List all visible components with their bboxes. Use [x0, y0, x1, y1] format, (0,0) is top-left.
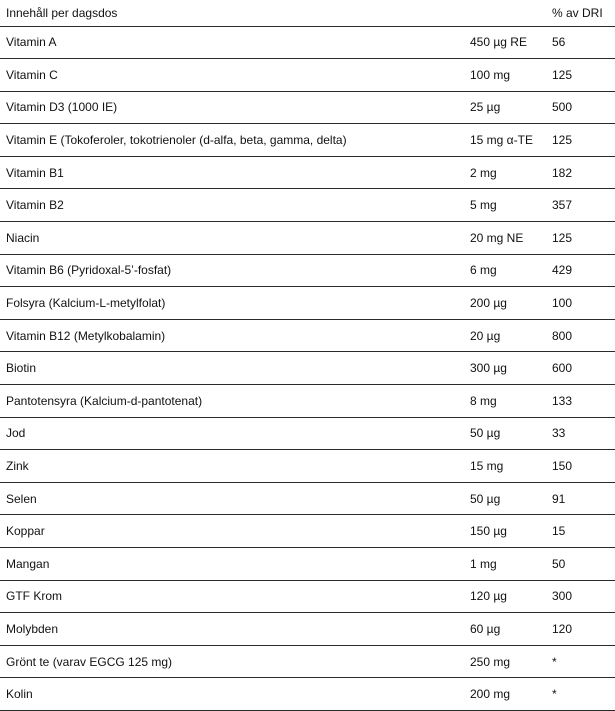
ingredient-cell: Kolin	[0, 678, 466, 711]
dri-cell: 56	[546, 26, 615, 59]
table-row	[0, 222, 615, 255]
dri-cell: 182	[546, 156, 615, 189]
ingredient-cell: Vitamin A	[0, 26, 466, 59]
table-row	[0, 352, 615, 385]
dri-cell: 300	[546, 580, 615, 613]
header-amount	[466, 0, 546, 26]
dri-cell: *	[546, 645, 615, 678]
dri-cell: 357	[546, 189, 615, 222]
header-ingredient: Innehåll per dagsdos	[0, 0, 466, 26]
amount-cell: 15 mg	[466, 450, 546, 483]
table-row	[0, 59, 615, 92]
dri-cell: 150	[546, 450, 615, 483]
amount-cell: 2 mg	[466, 156, 546, 189]
amount-cell: 20 µg	[466, 319, 546, 352]
ingredient-cell: Koppar	[0, 515, 466, 548]
ingredient-cell: Vitamin B1	[0, 156, 466, 189]
amount-cell: 200 µg	[466, 287, 546, 320]
dri-cell: 91	[546, 482, 615, 515]
table-row	[0, 515, 615, 548]
table-row	[0, 124, 615, 157]
amount-cell: 50 µg	[466, 482, 546, 515]
amount-cell: 8 mg	[466, 385, 546, 418]
table-row	[0, 319, 615, 352]
ingredient-cell: Vitamin B2	[0, 189, 466, 222]
ingredient-cell: Grönt te (varav EGCG 125 mg)	[0, 645, 466, 678]
amount-cell: 300 µg	[466, 352, 546, 385]
table-row	[0, 189, 615, 222]
ingredient-cell: Niacin	[0, 222, 466, 255]
table-row	[0, 613, 615, 646]
amount-cell: 50 µg	[466, 417, 546, 450]
ingredient-cell: Vitamin D3 (1000 IE)	[0, 91, 466, 124]
dri-cell: 50	[546, 548, 615, 581]
amount-cell: 1 mg	[466, 548, 546, 581]
amount-cell: 60 µg	[466, 613, 546, 646]
ingredient-cell: Selen	[0, 482, 466, 515]
ingredient-cell: Vitamin C	[0, 59, 466, 92]
table-row	[0, 254, 615, 287]
dri-cell: 500	[546, 91, 615, 124]
dri-cell: 125	[546, 59, 615, 92]
dri-cell: 33	[546, 417, 615, 450]
header-row	[0, 0, 615, 26]
dri-cell: 600	[546, 352, 615, 385]
ingredient-cell: Pantotensyra (Kalcium-d-pantotenat)	[0, 385, 466, 418]
amount-cell: 100 mg	[466, 59, 546, 92]
ingredient-cell: Vitamin B6 (Pyridoxal-5’-fosfat)	[0, 254, 466, 287]
amount-cell: 200 mg	[466, 678, 546, 711]
table-row	[0, 417, 615, 450]
dri-cell: 800	[546, 319, 615, 352]
dri-cell: 125	[546, 124, 615, 157]
table-row	[0, 26, 615, 59]
ingredient-cell: Biotin	[0, 352, 466, 385]
table-row	[0, 385, 615, 418]
ingredient-cell: Zink	[0, 450, 466, 483]
table-row	[0, 450, 615, 483]
amount-cell: 15 mg α-TE	[466, 124, 546, 157]
amount-cell: 25 µg	[466, 91, 546, 124]
dri-cell: 429	[546, 254, 615, 287]
header-dri: % av DRI	[546, 0, 615, 26]
table-row	[0, 156, 615, 189]
table-row	[0, 548, 615, 581]
table-row	[0, 287, 615, 320]
amount-cell: 120 µg	[466, 580, 546, 613]
amount-cell: 20 mg NE	[466, 222, 546, 255]
amount-cell: 450 µg RE	[466, 26, 546, 59]
amount-cell: 6 mg	[466, 254, 546, 287]
table-row	[0, 91, 615, 124]
ingredient-cell: GTF Krom	[0, 580, 466, 613]
dri-cell: 100	[546, 287, 615, 320]
amount-cell: 150 µg	[466, 515, 546, 548]
dri-cell: 133	[546, 385, 615, 418]
ingredient-cell: Jod	[0, 417, 466, 450]
dri-cell: *	[546, 678, 615, 711]
table-row	[0, 580, 615, 613]
ingredient-cell: Vitamin E (Tokoferoler, tokotrienoler (d-alfa, beta, gamma, delta)	[0, 124, 466, 157]
dri-cell: 125	[546, 222, 615, 255]
dri-cell: 120	[546, 613, 615, 646]
amount-cell: 5 mg	[466, 189, 546, 222]
ingredient-cell: Mangan	[0, 548, 466, 581]
amount-cell: 250 mg	[466, 645, 546, 678]
table-row	[0, 482, 615, 515]
dri-cell: 15	[546, 515, 615, 548]
table-row	[0, 645, 615, 678]
ingredient-cell: Molybden	[0, 613, 466, 646]
ingredient-cell: Folsyra (Kalcium-L-metylfolat)	[0, 287, 466, 320]
ingredient-cell: Vitamin B12 (Metylkobalamin)	[0, 319, 466, 352]
